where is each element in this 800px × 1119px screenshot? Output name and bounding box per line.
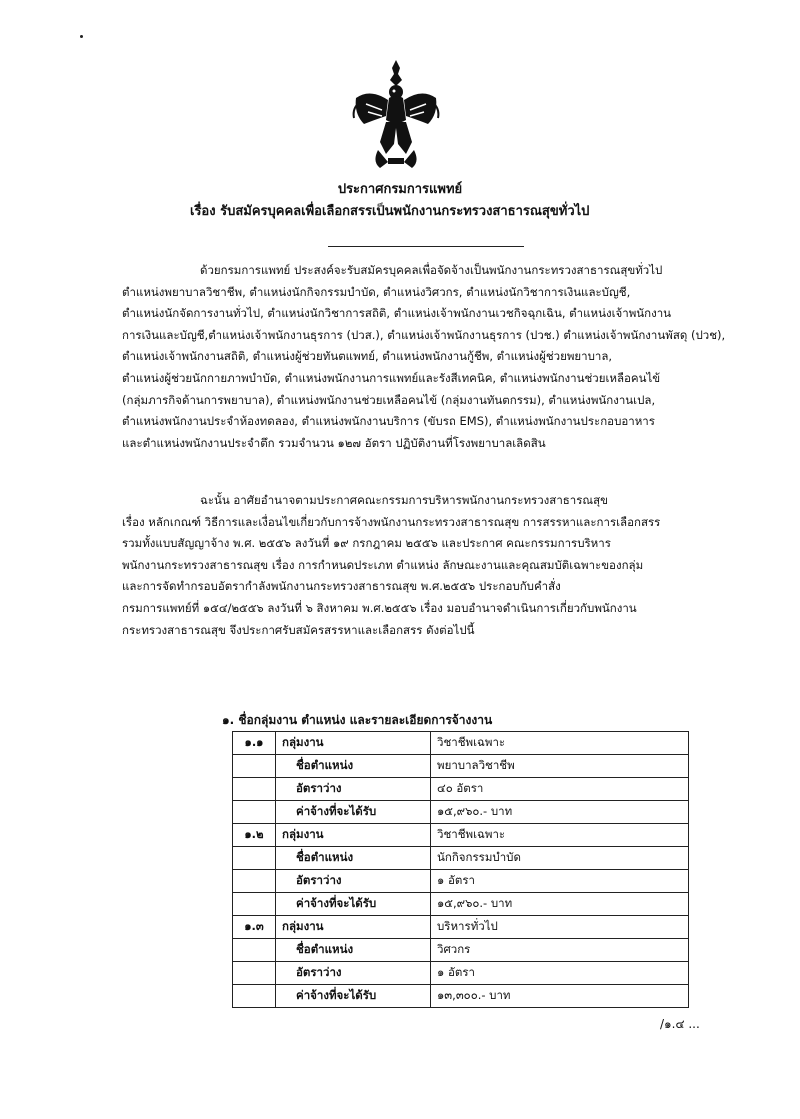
title-divider: [328, 246, 524, 247]
group-value: วิชาชีพเฉพาะ: [431, 732, 689, 755]
paragraph-line: กระทรวงสาธารณสุข จึงประกาศรับสมัครสรรหาและเลือกสรร ดังต่อไปนี้: [122, 622, 475, 637]
position-label: ชื่อตำแหน่ง: [276, 847, 431, 870]
paragraph-line: การเงินและบัญชี,ตำแหน่งเจ้าพนักงานธุรการ (ปวส.), ตำแหน่งเจ้าพนักงานธุรการ (ปวช.) ตำแหน่งเจ้าพนักงานพัสดุ (ปวช),: [122, 327, 726, 342]
salary-value: ๑๓,๓๐๐.- บาท: [431, 985, 689, 1008]
paragraph-line: เรื่อง หลักเกณฑ์ วิธีการและเงื่อนไขเกี่ยวกับการจ้างพนักงานกระทรวงสาธารณสุข การสรรหาและการเลือกสรร: [122, 514, 661, 529]
salary-value: ๑๕,๙๖๐.- บาท: [431, 893, 689, 916]
salary-value: ๑๕,๙๖๐.- บาท: [431, 801, 689, 824]
paragraph-line: รวมทั้งแบบสัญญาจ้าง พ.ศ. ๒๕๕๖ ลงวันที่ ๑๙ กรกฎาคม ๒๕๕๖ และประกาศ คณะกรรมการบริหาร: [122, 536, 611, 551]
position-value: วิศวกร: [431, 939, 689, 962]
table-row: [233, 985, 689, 1008]
table-row: [233, 870, 689, 893]
paragraph-line: พนักงานกระทรวงสาธารณสุข เรื่อง การกำหนดประเภท ตำแหน่ง ลักษณะงานและคุณสมบัติเฉพาะของกลุ่ม: [122, 557, 644, 572]
table-row: [233, 732, 689, 755]
paragraph-line: ตำแหน่งพนักงานประจำห้องทดลอง, ตำแหน่งพนักงานบริการ (ขับรถ EMS), ตำแหน่งพนักงานประกอบอาหาร: [122, 414, 655, 429]
paragraph-line: และตำแหน่งพนักงานประจำตึก รวมจำนวน ๑๒๗ อัตรา ปฏิบัติงานที่โรงพยาบาลเลิดสิน: [122, 435, 546, 450]
page-continuation: /๑.๔ ...: [660, 1017, 700, 1031]
job-number: ๑.๓: [233, 916, 276, 939]
paragraph-line: ตำแหน่งเจ้าพนักงานสถิติ, ตำแหน่งผู้ช่วยทันตแพทย์, ตำแหน่งพนักงานกู้ชีพ, ตำแหน่งผู้ช่วยพยาบาล,: [122, 349, 613, 364]
position-label: ชื่อตำแหน่ง: [276, 755, 431, 778]
table-row: [233, 962, 689, 985]
group-value: บริหารทั่วไป: [431, 916, 689, 939]
paragraph-line: กรมการแพทย์ที่ ๑๕๔/๒๕๕๖ ลงวันที่ ๖ สิงหาคม พ.ศ.๒๕๕๖ เรื่อง มอบอำนาจดำเนินการเกี่ยวกับพนักงาน: [122, 600, 637, 615]
vacancy-value: ๔๐ อัตรา: [431, 778, 689, 801]
vacancy-value: ๑ อัตรา: [431, 870, 689, 893]
paragraph-line: (กลุ่มภารกิจด้านการพยาบาล), ตำแหน่งพนักงานช่วยเหลือคนไข้ (กลุ่มงานทันตกรรม), ตำแหน่งพนักงานเปล,: [122, 392, 656, 407]
paragraph-intro: [122, 260, 754, 454]
announcement-subject: เรื่อง รับสมัครบุคคลเพื่อเลือกสรรเป็นพนักงานกระทรวงสาธารณสุขทั่วไป: [190, 204, 590, 219]
vacancy-label: อัตราว่าง: [276, 870, 431, 893]
position-value: นักกิจกรรมบำบัด: [431, 847, 689, 870]
garuda-emblem-icon: [350, 58, 442, 170]
paragraph-line: ตำแหน่งผู้ช่วยนักกายภาพบำบัด, ตำแหน่งพนักงานการแพทย์และรังสีเทคนิค, ตำแหน่งพนักงานช่วยเหลือคนไข้: [122, 370, 661, 385]
vacancy-value: ๑ อัตรา: [431, 962, 689, 985]
group-value: วิชาชีพเฉพาะ: [431, 824, 689, 847]
position-label: ชื่อตำแหน่ง: [276, 939, 431, 962]
table-row: [233, 939, 689, 962]
table-row: [233, 893, 689, 916]
announcement-org: ประกาศกรมการแพทย์: [337, 182, 463, 197]
vacancy-label: อัตราว่าง: [276, 962, 431, 985]
group-label: กลุ่มงาน: [276, 916, 431, 939]
paragraph-line: และการจัดทำกรอบอัตรากำลังพนักงานกระทรวงสาธารณสุข พ.ศ.๒๕๕๖ ประกอบกับคำสั่ง: [122, 579, 561, 594]
paragraph-line: ฉะนั้น อาศัยอำนาจตามประกาศคณะกรรมการบริหารพนักงานกระทรวงสาธารณสุข: [200, 493, 608, 507]
table-row: [233, 755, 689, 778]
section-title: ๑. ชื่อกลุ่มงาน ตำแหน่ง และรายละเอียดการจ้างงาน: [222, 713, 493, 727]
table-row: [233, 847, 689, 870]
table-row: [233, 824, 689, 847]
paragraph-line: ด้วยกรมการแพทย์ ประสงค์จะรับสมัครบุคคลเพื่อจัดจ้างเป็นพนักงานกระทรวงสาธารณสุขทั่วไป: [200, 263, 663, 277]
scan-speck: [80, 35, 83, 38]
paragraph-line: ตำแหน่งนักจัดการงานทั่วไป, ตำแหน่งนักวิชาการสถิติ, ตำแหน่งเจ้าพนักงานเวชกิจฉุกเฉิน, ตำแหน่งเจ้าพนักงาน: [122, 306, 672, 321]
table-row: [233, 801, 689, 824]
paragraph-authority: [122, 490, 754, 641]
table-row: [233, 778, 689, 801]
table-row: [233, 916, 689, 939]
paragraph-line: ตำแหน่งพยาบาลวิชาชีพ, ตำแหน่งนักกิจกรรมบำบัด, ตำแหน่งวิศวกร, ตำแหน่งนักวิชาการเงินและบัญชี,: [122, 284, 631, 299]
position-value: พยาบาลวิชาชีพ: [431, 755, 689, 778]
group-label: กลุ่มงาน: [276, 824, 431, 847]
job-number: ๑.๑: [233, 732, 276, 755]
salary-label: ค่าจ้างที่จะได้รับ: [276, 801, 431, 824]
job-number: ๑.๒: [233, 824, 276, 847]
job-details-table: [232, 731, 689, 1008]
group-label: กลุ่มงาน: [276, 732, 431, 755]
salary-label: ค่าจ้างที่จะได้รับ: [276, 893, 431, 916]
salary-label: ค่าจ้างที่จะได้รับ: [276, 985, 431, 1008]
vacancy-label: อัตราว่าง: [276, 778, 431, 801]
